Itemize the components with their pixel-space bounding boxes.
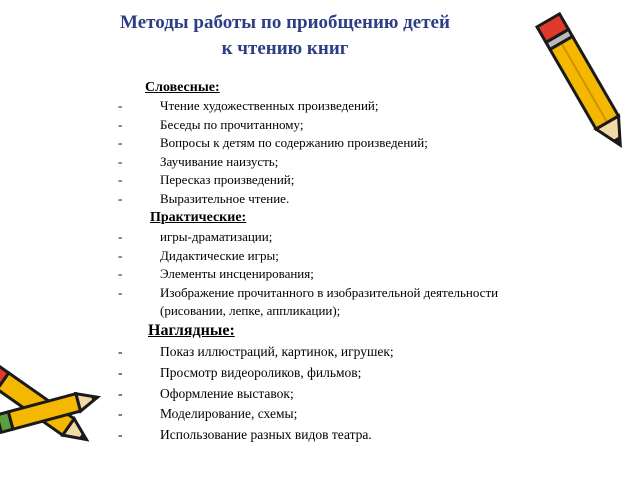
list-item <box>118 404 538 425</box>
bullet-dash: - <box>118 364 123 380</box>
list-item-text: Изображение прочитанного в изобразительной деятельности (рисовании, лепке, аппликации); <box>160 284 499 319</box>
list-item <box>118 284 538 321</box>
list-visual <box>118 342 538 446</box>
bullet-dash: - <box>118 385 123 401</box>
list-practical <box>118 228 538 321</box>
bullet-dash: - <box>118 135 123 151</box>
bullet-dash: - <box>118 116 123 132</box>
bullet-dash: - <box>118 406 123 422</box>
list-verbal <box>118 97 538 209</box>
list-item-text: Дидактические игры; <box>160 247 279 263</box>
list-item-text: Заучивание наизусть; <box>160 153 279 169</box>
list-item <box>118 265 538 284</box>
list-item-text: Выразительное чтение. <box>160 190 290 206</box>
bullet-dash: - <box>118 247 123 263</box>
section-heading-verbal: Словесные: <box>145 80 220 95</box>
list-item-text: Оформление выставок; <box>160 385 294 401</box>
bullet-dash: - <box>118 229 123 244</box>
list-item <box>118 153 538 172</box>
list-item-text: Использование разных видов театра. <box>160 427 372 443</box>
title-line-1: Методы работы по приобщению детей <box>120 12 450 33</box>
list-item-text: Беседы по прочитанному; <box>160 116 304 132</box>
list-item <box>118 247 538 266</box>
title-line-2: к чтению книг <box>221 38 349 59</box>
bullet-dash: - <box>118 284 123 300</box>
list-item <box>118 116 538 135</box>
pencil-icon <box>530 0 640 160</box>
list-item <box>118 228 538 247</box>
bullet-dash: - <box>118 98 123 113</box>
list-item <box>118 190 538 209</box>
list-item <box>118 171 538 190</box>
bullet-dash: - <box>118 266 123 282</box>
section-heading-practical: Практические: <box>150 210 247 225</box>
list-item <box>118 363 538 384</box>
list-item-text: Элементы инсценирования; <box>160 266 314 282</box>
list-item <box>118 384 538 405</box>
bullet-dash: - <box>118 427 123 443</box>
list-item <box>118 134 538 153</box>
crossed-pencils-icon <box>0 360 110 480</box>
list-item-text: Пересказ произведений; <box>160 172 295 188</box>
bullet-dash: - <box>118 190 123 206</box>
bullet-dash: - <box>118 172 123 188</box>
list-item-text: Показ иллюстраций, картинок, игрушек; <box>160 344 394 359</box>
list-item-text: Моделирование, схемы; <box>160 406 298 422</box>
section-heading-visual: Наглядные: <box>148 322 235 339</box>
list-item <box>118 342 538 363</box>
bullet-dash: - <box>118 344 123 359</box>
list-item-text: Чтение художественных произведений; <box>160 98 379 113</box>
list-item-text: Вопросы к детям по содержанию произведений; <box>160 135 428 151</box>
list-item-text: Просмотр видеороликов, фильмов; <box>160 364 362 380</box>
bullet-dash: - <box>118 153 123 169</box>
list-item <box>118 425 538 446</box>
list-item-text: игры-драматизации; <box>160 229 273 244</box>
list-item <box>118 97 538 116</box>
page-title <box>70 10 500 62</box>
